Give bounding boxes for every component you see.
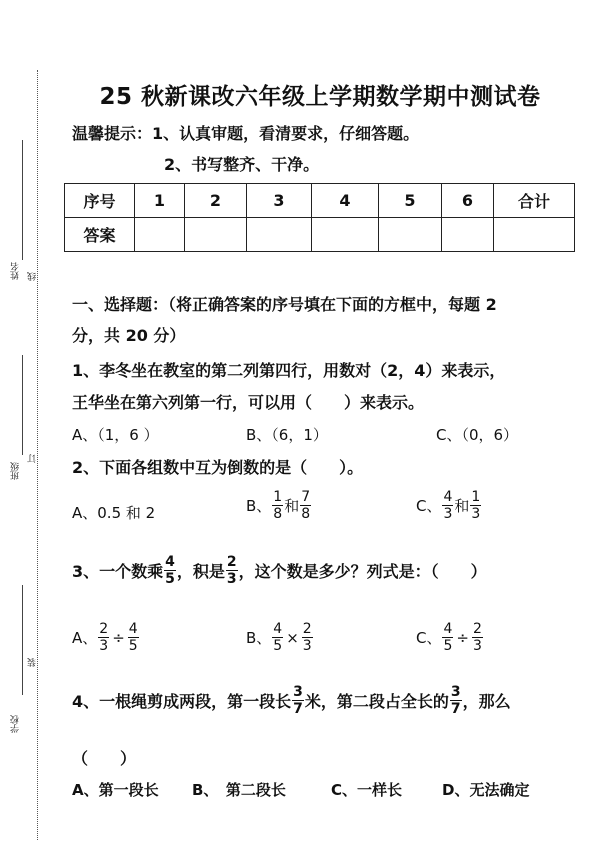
q4-stem-part: 米，第二段占全长的: [304, 692, 449, 711]
connector-text: 和: [284, 497, 300, 515]
tips-line-1: 温馨提示：1、认真审题，看清要求，仔细答题。: [72, 124, 420, 143]
connector-text: 和: [454, 497, 470, 515]
q4-stem-part: 4、一根绳剪成两段，第一段长: [72, 692, 292, 711]
answer-table-answer-row: [65, 218, 575, 252]
q4-answer-blank: （ ）: [72, 749, 137, 768]
option-prefix: B、: [246, 629, 272, 647]
answer-cell[interactable]: [442, 218, 494, 252]
answer-cell[interactable]: [247, 218, 312, 252]
header-cell: 3: [247, 184, 312, 218]
fraction: $\frac{4}{5}$: [128, 621, 138, 654]
fraction: $\frac{4}{5}$: [273, 621, 283, 654]
q4-option-a: A、第一段长: [72, 781, 159, 799]
name-label: 姓名: [11, 262, 21, 280]
name-write-line: [22, 140, 23, 260]
fraction: $\frac{3}{7}$: [450, 684, 461, 717]
q3-option-b: [246, 622, 314, 653]
fraction: $\frac{7}{8}$: [301, 489, 311, 522]
class-label: 班级: [11, 462, 21, 480]
q4-stem-part: ，那么: [462, 692, 511, 711]
answer-table-header-row: [65, 184, 575, 218]
fraction: $\frac{4}{5}$: [165, 554, 175, 587]
school-label: 学校: [11, 715, 21, 733]
margin-bind-char: 装: [28, 658, 38, 667]
school-write-line: [22, 585, 23, 695]
page-title: 25 秋新课改六年级上学期数学期中测试卷: [99, 84, 541, 110]
answer-table: [64, 183, 575, 252]
section-heading-line-2: 分，共 20 分）: [72, 326, 186, 345]
option-prefix: A、: [72, 629, 98, 647]
option-prefix: C、: [416, 497, 442, 515]
q3-stem-part: 3、一个数乘: [72, 562, 164, 581]
section-heading-line-1: 一、选择题：（将正确答案的序号填在下面的方框中，每题 2: [72, 295, 497, 314]
header-cell: 6: [442, 184, 494, 218]
q1-option-b: B、（6，1）: [246, 426, 328, 444]
header-cell: 序号: [65, 184, 135, 218]
answer-cell[interactable]: [135, 218, 185, 252]
q4-option-b: B、 第二段长: [192, 781, 286, 799]
q2-option-c: [416, 490, 482, 521]
q3-option-c: [416, 622, 484, 653]
operator: ÷: [112, 628, 125, 647]
q1-option-c: C、（0，6）: [436, 426, 519, 444]
q4-stem: [72, 685, 511, 716]
operator: ÷: [456, 628, 469, 647]
q2-option-a: A、0.5 和 2: [72, 504, 156, 522]
answer-cell[interactable]: [494, 218, 575, 252]
margin-binding-char: 订: [28, 454, 38, 463]
option-prefix: C、: [416, 629, 442, 647]
answer-cell[interactable]: [379, 218, 442, 252]
q3-stem: [72, 555, 487, 586]
header-cell: 1: [135, 184, 185, 218]
operator: ×: [286, 628, 299, 647]
q1-stem-line-1: 1、李冬坐在教室的第二列第四行，用数对（2，4）来表示，: [72, 361, 506, 380]
fraction: $\frac{2}{3}$: [226, 554, 237, 587]
header-cell: 4: [312, 184, 379, 218]
class-write-line: [22, 355, 23, 455]
q4-option-d: D、无法确定: [442, 781, 530, 799]
header-cell: 2: [185, 184, 247, 218]
fraction: $\frac{4}{3}$: [443, 489, 453, 522]
header-cell: 合计: [494, 184, 575, 218]
q2-stem: 2、下面各组数中互为倒数的是（ ）。: [72, 458, 364, 477]
answer-cell[interactable]: [185, 218, 247, 252]
answer-cell[interactable]: [312, 218, 379, 252]
q3-stem-part: ，积是: [176, 562, 225, 581]
answer-row-label: 答案: [65, 218, 135, 252]
header-cell: 5: [379, 184, 442, 218]
tips-line-2: 2、书写整齐、干净。: [164, 155, 320, 174]
option-prefix: B、: [246, 497, 272, 515]
fraction: $\frac{1}{3}$: [471, 489, 481, 522]
q3-stem-part: ，这个数是多少？列式是：（ ）: [238, 562, 487, 581]
fraction: $\frac{2}{3}$: [302, 621, 312, 654]
fraction: $\frac{4}{5}$: [443, 621, 453, 654]
q2-option-b: [246, 490, 312, 521]
q4-option-c: C、一样长: [331, 781, 403, 799]
q1-stem-line-2: 王华坐在第六列第一行，可以用（ ）来表示。: [72, 393, 425, 412]
fraction: $\frac{3}{7}$: [293, 684, 303, 717]
fraction: $\frac{1}{8}$: [273, 489, 283, 522]
fraction: $\frac{2}{3}$: [472, 621, 482, 654]
fraction: $\frac{2}{3}$: [99, 621, 109, 654]
margin-line-char: 线: [28, 272, 38, 281]
q3-option-a: [72, 622, 140, 653]
q1-option-a: A、（1，6 ）: [72, 426, 159, 444]
